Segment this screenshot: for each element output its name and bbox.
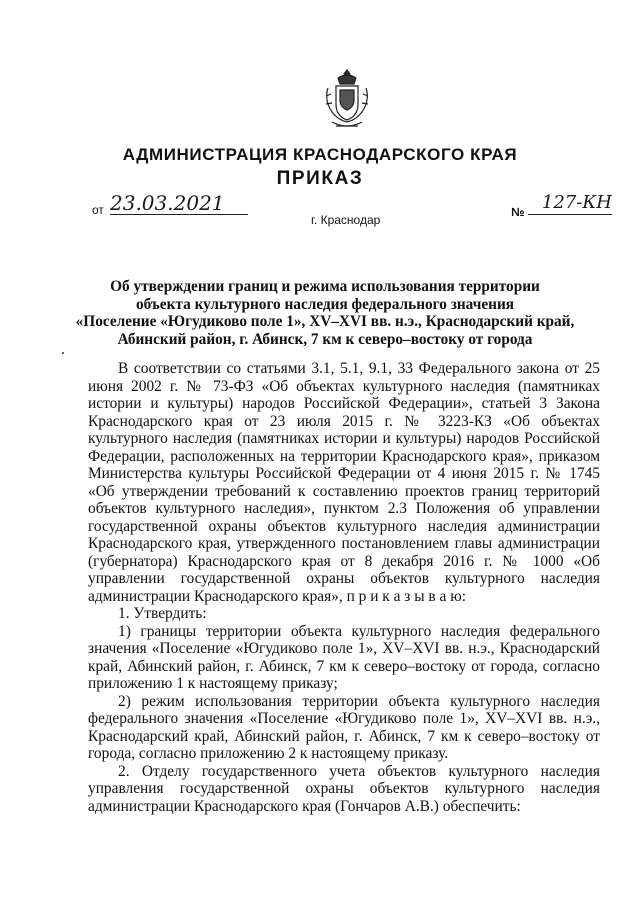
document-body	[88, 360, 600, 815]
handwritten-date: 23.03.2021	[110, 192, 248, 215]
document-heading	[60, 278, 590, 348]
document-type: ПРИКАЗ	[276, 168, 364, 189]
heading-line: Об утверждении границ и режима использования территории	[110, 278, 540, 295]
handwritten-number: 127-КН	[528, 192, 612, 215]
heading-line: «Поселение «Югудиково поле 1», XV–XVI вв. н.э., Краснодарский край,	[75, 313, 575, 330]
stray-mark	[62, 352, 64, 354]
body-paragraph-item-1: 1. Утвердить:	[118, 605, 207, 622]
body-paragraph-subitem-1: 1) границы территории объекта культурного наследия федерального значения «Поселение «Югудиково поле 1», XV–XVI вв. н.э., Краснодарский край, Абинский район, г. Абинск, 7 км к северо–востоку от города, согласно приложению 1 к настоящему приказу;	[88, 622, 600, 692]
number-prefix: №	[511, 205, 525, 219]
body-paragraph-preamble: В соответствии со статьями 3.1, 5.1, 9.1, 33 Федерального закона от 25 июня 2002 г. № 73-ФЗ «Об объектах культурного наследия (памятниках истории и культуры) народов Российской Федерации», статьей 3 Закона Краснодарского края от 23 июля 2015 г. № 3223-КЗ «Об объектах культурного наследия (памятниках истории и культуры) народов Российской Федерации, расположенных на территории Краснодарского края», приказом Министерства культуры Российской Федерации от 4 июня 2015 г. № 1745 «Об утверждении требований к составлению проектов границ территорий объектов культурного наследия», пунктом 2.3 Положения об управлении государственной охраны объектов культурного наследия администрации Краснодарского края, утвержденного постановлением главы администрации (губернатора) Краснодарского края от 8 декабря 2016 г. № 1000 «Об управлении государственной охраны объектов культурного наследия администрации Краснодарского края», п р и к а з ы в а ю:	[88, 360, 600, 605]
body-paragraph-subitem-2: 2) режим использования территории объекта культурного наследия федерального значения «Поселение «Югудиково поле 1», XV–XVI вв. н.э., Краснодарский край, Абинский район, г. Абинск, 7 км к северо–востоку от города, согласно приложению 2 к настоящему приказу.	[88, 692, 600, 762]
body-paragraph-item-2: 2. Отделу государственного учета объектов культурного наследия управления государственной охраны объектов культурного наследия администрации Краснодарского края (Гончаров А.В.) обеспечить:	[88, 762, 600, 815]
heading-line: объекта культурного наследия федерального значения	[135, 295, 515, 313]
coat-of-arms-emblem	[322, 66, 372, 132]
heading-line: Абинский район, г. Абинск, 7 км к северо–востоку от города	[117, 330, 533, 348]
organization-title: АДМИНИСТРАЦИЯ КРАСНОДАРСКОГО КРАЯ	[122, 145, 518, 164]
date-prefix: от	[92, 203, 104, 217]
city-label: г. Краснодар	[311, 213, 381, 227]
